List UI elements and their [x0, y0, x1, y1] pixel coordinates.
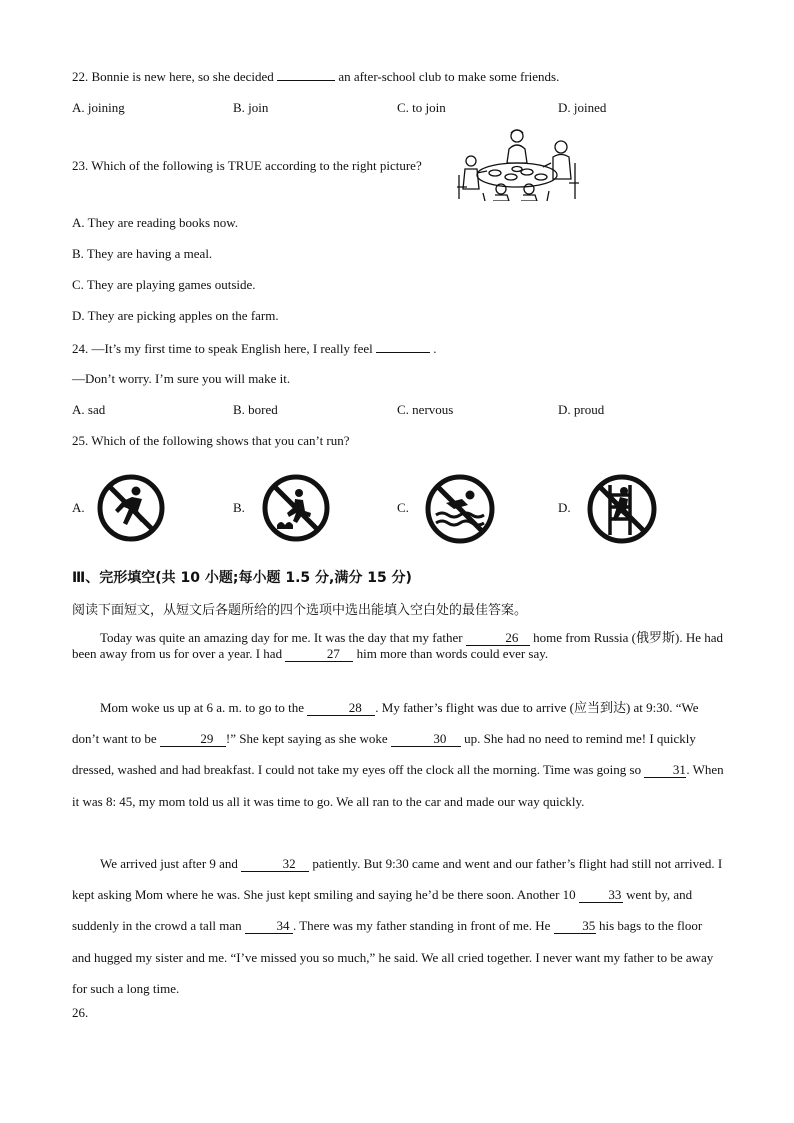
q22-option-c[interactable]: C. to join	[397, 100, 446, 115]
q25-option-a-label[interactable]: A.	[72, 500, 85, 515]
answer-blank[interactable]	[376, 340, 430, 353]
q24-option-d[interactable]: D. proud	[558, 402, 605, 417]
blank-28[interactable]: 28	[307, 701, 375, 716]
q23-option-b[interactable]: B. They are having a meal.	[72, 246, 213, 261]
question-25-stem: 25. Which of the following shows that you can’t run?	[72, 433, 350, 448]
q24-option-c[interactable]: C. nervous	[397, 402, 454, 417]
q24-option-b[interactable]: B. bored	[233, 402, 278, 417]
blank-29[interactable]: 29	[160, 732, 226, 747]
q22-option-a[interactable]: A. joining	[72, 100, 125, 115]
q23-option-a[interactable]: A. They are reading books now.	[72, 215, 239, 230]
blank-31[interactable]: 31	[644, 763, 686, 778]
blank-27[interactable]: 27	[285, 647, 353, 662]
blank-30[interactable]: 30	[391, 732, 461, 747]
question-22-stem: 22. Bonnie is new here, so she decided an after-school club to make some friends.	[72, 69, 560, 84]
question-23-stem: 23. Which of the following is TRUE according to the right picture?	[72, 158, 422, 173]
q25-option-c-label[interactable]: C.	[397, 500, 409, 515]
q23-option-d[interactable]: D. They are picking apples on the farm.	[72, 308, 279, 323]
q22-option-b[interactable]: B. join	[233, 100, 269, 115]
section-3-instruction: 阅读下面短文，从短文后各题所给的四个选项中选出能填入空白处的最佳答案。	[72, 603, 528, 618]
passage-paragraph-3: We arrived just after 9 and 32 patiently. But 9:30 came and went and our father’s flight had still not arrived. I kept asking Mom where he was. She just kept smiling and saying he’d be there soon. Another 10 33 went by, and suddenly in the crowd a tall man 34 . There was my father standing in front of me. He 35 his bags to the floor and hugged my sister and me. “I’ve missed you so much,” he said. We all cried together. I never want my father to be away for such a long time.	[72, 856, 723, 996]
blank-26[interactable]: 26	[466, 631, 530, 646]
question-24-reply: —Don’t worry. I’m sure you will make it.	[72, 371, 291, 386]
no-ladder-climbing-sign-icon[interactable]	[586, 473, 658, 550]
no-swimming-sign-icon[interactable]	[424, 473, 496, 550]
no-running-sign-icon[interactable]	[96, 473, 166, 548]
q25-option-d-label[interactable]: D.	[558, 500, 571, 515]
q24-option-a[interactable]: A. sad	[72, 402, 106, 417]
question-24-stem: 24. —It’s my first time to speak English here, I really feel .	[72, 341, 437, 356]
section-3-title: Ⅲ、完形填空(共 10 小题;每小题 1.5 分,满分 15 分)	[72, 570, 412, 586]
family-meal-picture-icon	[455, 127, 583, 206]
q22-option-d[interactable]: D. joined	[558, 100, 607, 115]
q23-option-c[interactable]: C. They are playing games outside.	[72, 277, 256, 292]
passage-paragraph-1: Today was quite an amazing day for me. It was the day that my father 26 home from Russia (俄罗斯). He had been away from us for over a year. I had 27 him more than words could ever say.	[72, 630, 724, 661]
passage-paragraph-2: Mom woke us up at 6 a. m. to go to the 28 . My father’s flight was due to arrive (应当到达) at 9:30. “We don’t want to be 29 !” She kept saying as she woke 30 up. She had no need to remind me! I quickly dressed, washed and had breakfast. I could not take my eyes off the clock all the morning. Time was going so 31. When it was 8: 45, my mom told us all it was time to go. We all ran to the car and made our way quickly.	[72, 700, 724, 809]
blank-34[interactable]: 34	[245, 919, 293, 934]
q25-option-b-label[interactable]: B.	[233, 500, 245, 515]
question-26-number: 26.	[72, 1005, 89, 1020]
blank-35[interactable]: 35	[554, 919, 596, 934]
answer-blank[interactable]	[277, 68, 335, 81]
no-climbing-sign-icon[interactable]	[261, 473, 331, 548]
blank-33[interactable]: 33	[579, 888, 623, 903]
blank-32[interactable]: 32	[241, 857, 309, 872]
